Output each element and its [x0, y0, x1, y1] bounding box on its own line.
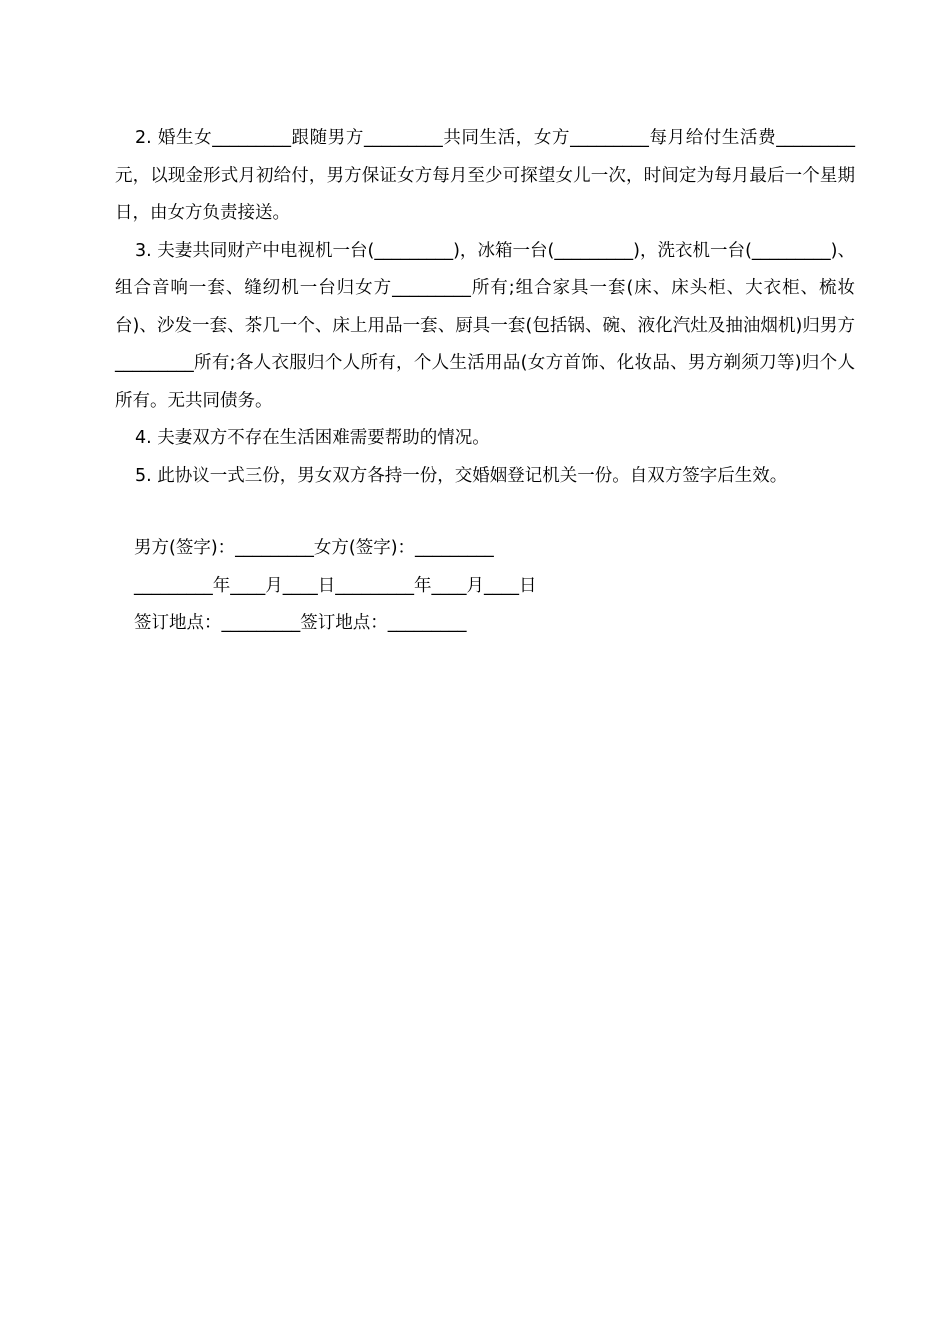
date-line: _________年____月____日_________年____月____日 [134, 575, 537, 596]
signature-block [134, 530, 834, 643]
clause-4-no-hardship: 4. 夫妻双方不存在生活困难需要帮助的情况。 [135, 428, 490, 448]
signers-line: 男方(签字)：_________女方(签字)：_________ [134, 538, 494, 558]
signing-place-line: 签订地点：_________签订地点：_________ [134, 613, 467, 633]
clause-2-child-custody: 2. 婚生女_________跟随男方_________共同生活，女方_________每月给付生活费_________元，以现金形式月初给付，男方保证女方每月至少可探望女儿一次，时间定为每月最后一个星期日，由女方负责接送。 [115, 128, 855, 223]
clause-3-property-division: 3. 夫妻共同财产中电视机一台(_________)，冰箱一台(_________)，洗衣机一台(_________)、组合音响一套、缝纫机一台归女方_________所有;组合家具一套(床、床头柜、大衣柜、梳妆台)、沙发一套、茶几一个、床上用品一套、厨具一套(包括锅、碗、液化汽灶及抽油烟机)归男方_________所有;各人衣服归个人所有，个人生活用品(女方首饰、化妆品、男方剃须刀等)归个人所有。无共同债务。 [115, 240, 855, 411]
clause-5-copies-effective: 5. 此协议一式三份，男女双方各持一份，交婚姻登记机关一份。自双方签字后生效。 [135, 465, 788, 486]
agreement-body [115, 120, 855, 495]
